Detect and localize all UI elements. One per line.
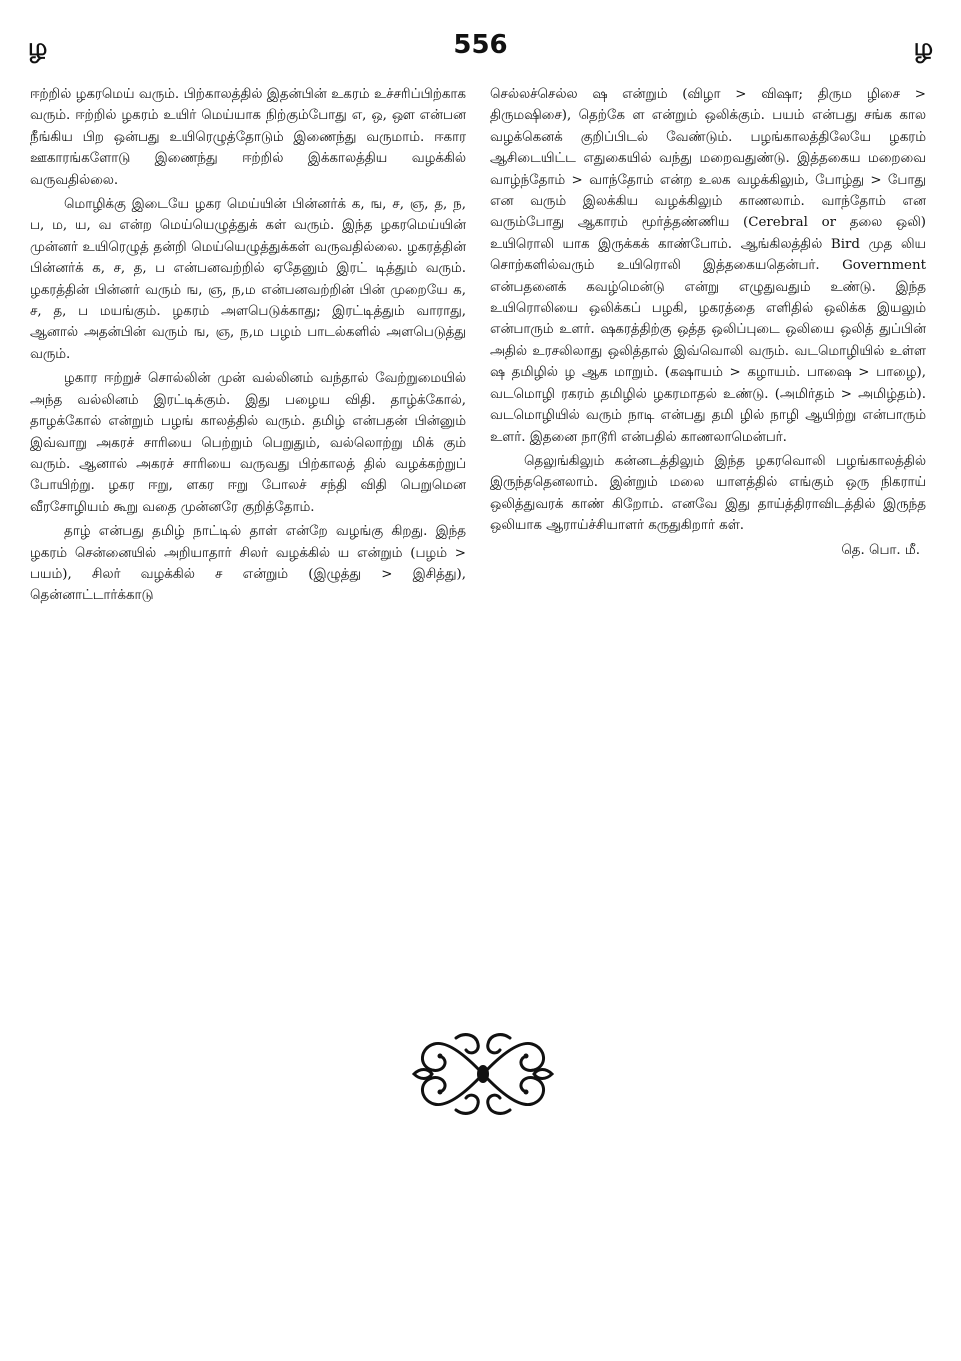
paragraph: ழகார ஈற்றுச் சொல்லின் முன் வல்லினம் வந்தால் வேற்றுமையில் அந்த வல்லினம் இரட்டிக்கும். இது பழைய விதி. தாழ்க்கோல், தாழக்கோல் என்றும் பழங் காலத்தில் வரும். தமிழ் என்பதன் பின்னும் இவ்வாறு அகரச் சாரியை பெற்றும் பெறுதும், வல்லொற்று மிக் கும் வரும். ஆனால் அகரச் சாரியை வருவது பிற்காலத் தில் வழக்கற்றுப் போயிற்று. ழகர ஈறு, ளகர ஈறு போலச் சந்தி விதி பெறுமென வீரசோழியம் கூறு வதை முன்னரே குறித்தோம்.	[30, 371, 466, 515]
paragraph: தெலுங்கிலும் கன்னடத்திலும் இந்த ழகரவொலி பழங்காலத்தில் இருந்ததெனலாம். இன்றும் மலை யாளத்தில் எங்கும் ஒரு நிகராய் ஒலித்துவரக் காண் கிறோம். எனவே இது தாய்த்திராவிடத்தில் இருந்த ஒலியாக ஆராய்ச்சியாளர் கருதுகிறார் கள்.	[490, 453, 926, 534]
running-head-right: ழ	[913, 32, 933, 61]
page-number: 556	[453, 30, 508, 60]
author-initials: தெ. பொ. மீ.	[841, 542, 920, 558]
ornament-icon	[408, 1028, 558, 1120]
paragraph: தாழ் என்பது தமிழ் நாட்டில் தாள் என்றே வழங்கு கிறது. இந்த ழகரம் சென்னையில் அறியாதார் சிலர் வழக்கில் ய என்றும் (பழம் > பயம்), சிலர் வழக்கில் ச என்றும் (இழுத்து > இசித்து), தென்னாட்டார்க்காடு	[30, 524, 466, 604]
paragraph: மொழிக்கு இடையே ழகர மெய்யின் பின்னர்க் க, ங, ச, ஞ, த, ந, ப, ம, ய, வ என்ற மெய்யெழுத்துக் கள் வரும். இந்த ழகரமெய்யின் முன்னர் உயிரெழுத் தன்றி மெய்யெழுத்துக்கள் வருவதில்லை. ழகரத்தின் பின்னர்க் க, ச, த, ப என்பனவற்றில் ஏதேனும் இரட் டித்தும் வரும். ழகரத்தின் பின்னர் வரும் ங, ஞ, ந,ம என்பனவற்றின் பின் முறையே க, ச, த, ப மயங்கும். ழகரம் அளபெடுக்காது; இரட்டித்தும் வாராது, ஆனால் அதன்பின் வரும் ங, ஞ, ந,ம பழம் பாடல்களில் அளபெடுத்து வரும்.	[30, 197, 466, 362]
running-head-left: ழ	[28, 32, 48, 61]
right-column	[490, 84, 926, 561]
paragraph: ஈற்றில் ழகரமெய் வரும். பிற்காலத்தில் இதன்பின் உகரம் உச்சரிப்பிற்காக வரும். ஈற்றில் ழகரம் உயிர் மெய்யாக நிற்கும்போது எ, ஒ, ஔ என்பன நீங்கிய பிற ஒன்பது உயிரெழுத்தோடும் இணைந்து வருமாம். ஈகார ஊகாரங்களோடு இணைந்து ஈற்றில் இக்காலத்திய வழக்கில் வருவதில்லை.	[30, 87, 466, 188]
left-column	[30, 84, 466, 610]
paragraph: செல்லச்செல்ல ஷ என்றும் (விழா > விஷா; திரும ழிசை > திருமஷிசை), தெற்கே ள என்றும் ஒலிக்கும். பயம் என்பது சங்க கால வழக்கெனக் குறிப்பிடல் வேண்டும். பழங்காலத்திலேயே ழகரம் ஆசிடையிட்ட எதுகையில் வந்து மறைவதுண்டு. இத்தகைய மறைவை வாழ்ந்தோம் > வாந்தோம் என்ற உலக வழக்கிலும், போழ்து > போது என வரும் இலக்கிய வழக்கிலும் காணலாம். வாந்தோம் என வரும்போது ஆகாரம் மூர்த்தண்ணிய (Cerebral or தலை ஒலி) உயிரொலி யாக இருக்கக் காண்போம். ஆங்கிலத்தில் Bird முத லிய சொற்களில்வரும் உயிரொலி இத்தகையதென்பர். Government என்பதனைக் கவழ்மென்டு என்று எழுதுவதும் உண்டு. இந்த உயிரொலியை ஒலிக்கப் பழகி, ழகரத்தை எளிதில் ஒலிக்க இயலும் என்பாரும் உளர். ஷகரத்திற்கு ஒத்த ஒலிப்புடை ஒலியை ஒலித் துப்பின் அதில் உரசலிலாது ஒலித்தால் இவ்வொலி வரும். வடமொழியில் உள்ள ஷ தமிழில் ழ ஆக மாறும். (கஷாயம் > கழாயம். பாஷை > பாழை), வடமொழி ரகரம் தமிழில் ழகரமாதல் உண்டு. (அமிர்தம் > அமிழ்தம்). வடமொழியில் வரும் நாடி என்பது தமி ழில் நாழி ஆயிற்று என்பாரும் உளர். இதனை நாடூரி என்பதில் காணலாமென்பர்.	[490, 87, 926, 445]
page-header	[28, 30, 933, 70]
